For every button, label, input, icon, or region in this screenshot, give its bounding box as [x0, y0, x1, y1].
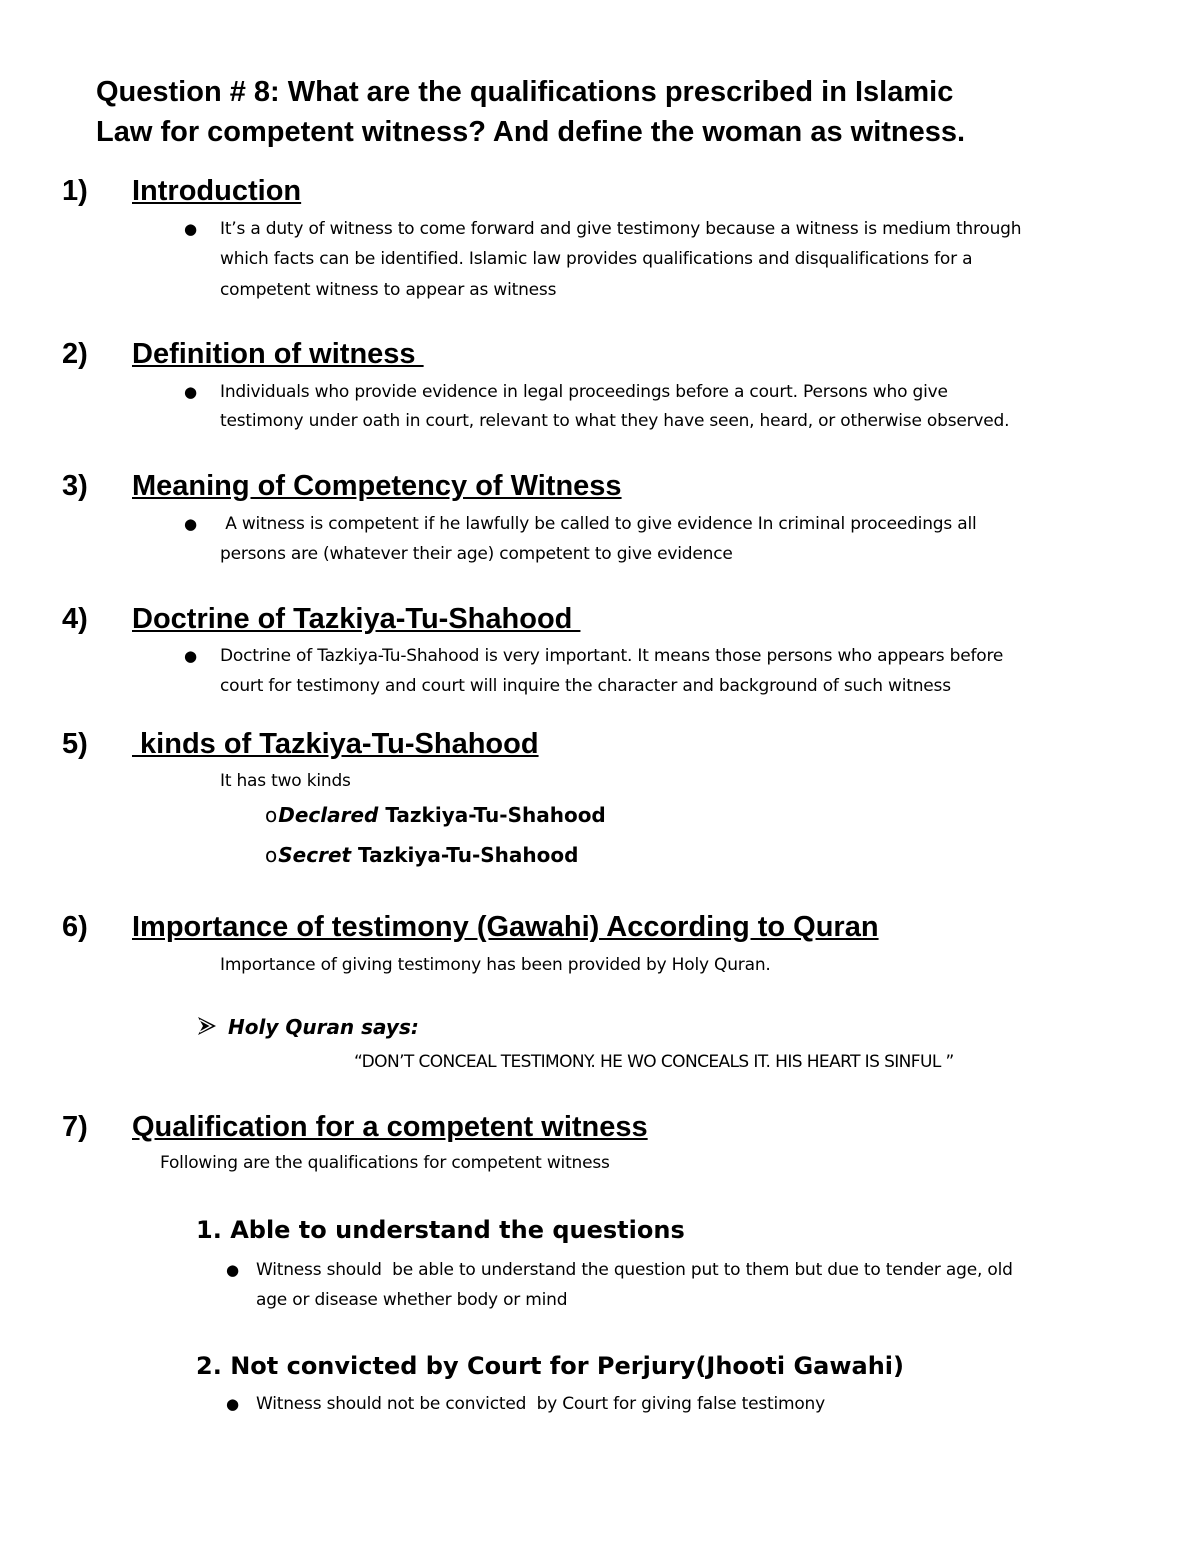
quran-quote: “DON’T CONCEAL TESTIMONY. HE WO CONCEALS IT. HIS HEART IS SINFUL ” — [354, 1052, 954, 1072]
kind-declared — [265, 800, 606, 830]
section-1-bullet-line: It’s a duty of witness to come forward and give testimony because a witness is medium through — [220, 219, 1022, 239]
section-7-number: 7) — [62, 1111, 88, 1143]
section-3-bullet-line: persons are (whatever their age) competent to give evidence — [220, 544, 733, 564]
section-4-heading: Doctrine of Tazkiya-Tu-Shahood — [132, 603, 581, 635]
circle-bullet-icon: o — [265, 843, 278, 867]
bullet-icon — [184, 377, 197, 407]
qualification-1-bullet-line: age or disease whether body or mind — [256, 1290, 568, 1310]
kind-declared-rest: Tazkiya-Tu-Shahood — [378, 803, 606, 827]
section-2-heading: Definition of witness — [132, 338, 424, 370]
section-3-heading: Meaning of Competency of Witness — [132, 470, 622, 502]
section-3-bullet-line: A witness is competent if he lawfully be called to give evidence In criminal proceedings all — [220, 514, 977, 534]
arrow-bullet-icon-svg — [196, 1016, 218, 1036]
section-4-bullet-line: court for testimony and court will inquire the character and background of such witness — [220, 676, 951, 696]
kind-secret-rest: Tazkiya-Tu-Shahood — [351, 843, 579, 867]
section-1-bullet-line: which facts can be identified. Islamic law provides qualifications and disqualifications for a — [220, 249, 973, 269]
section-6-intro: Importance of giving testimony has been provided by Holy Quran. — [220, 955, 771, 975]
section-2-number: 2) — [62, 338, 88, 370]
arrow-bullet-icon — [196, 1012, 228, 1042]
question-title-line-1: Question # 8: What are the qualifications prescribed in Islamic — [96, 76, 954, 108]
circle-bullet-icon: o — [265, 803, 278, 827]
bullet-icon — [184, 641, 197, 671]
bullet-icon — [184, 509, 197, 539]
kind-declared-italic: Declared — [278, 803, 379, 827]
section-2-bullet-line: testimony under oath in court, relevant to what they have seen, heard, or otherwise observed. — [220, 411, 1010, 431]
bullet-icon — [226, 1389, 239, 1419]
section-4-bullet-line: Doctrine of Tazkiya-Tu-Shahood is very important. It means those persons who appears before — [220, 646, 1004, 666]
section-7-heading: Qualification for a competent witness — [132, 1111, 648, 1143]
qualification-2-bullet-line: Witness should not be convicted by Court for giving false testimony — [256, 1394, 825, 1414]
qualification-1-title: Able to understand the questions — [230, 1216, 685, 1244]
section-5-heading: kinds of Tazkiya-Tu-Shahood — [132, 728, 539, 760]
holy-quran-says — [196, 1012, 419, 1042]
qualification-2-number: 2. — [196, 1352, 222, 1380]
qualification-2 — [196, 1349, 904, 1383]
question-title-line-2: Law for competent witness? And define the woman as witness. — [96, 116, 966, 148]
bullet-icon — [226, 1255, 239, 1285]
qualification-1 — [196, 1213, 685, 1247]
section-7-intro: Following are the qualifications for competent witness — [160, 1153, 610, 1173]
qualification-2-title: Not convicted by Court for Perjury(Jhooti Gawahi) — [230, 1352, 904, 1380]
qualification-1-number: 1. — [196, 1216, 222, 1244]
section-1-bullet-line: competent witness to appear as witness — [220, 280, 557, 300]
qualification-1-bullet-line: Witness should be able to understand the question put to them but due to tender age, old — [256, 1260, 1013, 1280]
section-1-number: 1) — [62, 175, 88, 207]
section-6-number: 6) — [62, 911, 88, 943]
bullet-icon — [184, 214, 197, 244]
section-3-number: 3) — [62, 470, 88, 502]
section-1-heading: Introduction — [132, 175, 302, 207]
kind-secret — [265, 840, 578, 870]
section-5-number: 5) — [62, 728, 88, 760]
section-5-intro: It has two kinds — [220, 771, 351, 791]
section-2-bullet-line: Individuals who provide evidence in legal proceedings before a court. Persons who give — [220, 382, 948, 402]
section-4-number: 4) — [62, 603, 88, 635]
question-title — [96, 72, 1096, 152]
holy-quran-says-label: Holy Quran says: — [228, 1015, 419, 1039]
kind-secret-italic: Secret — [278, 843, 352, 867]
section-6-heading: Importance of testimony (Gawahi) According to Quran — [132, 911, 879, 943]
